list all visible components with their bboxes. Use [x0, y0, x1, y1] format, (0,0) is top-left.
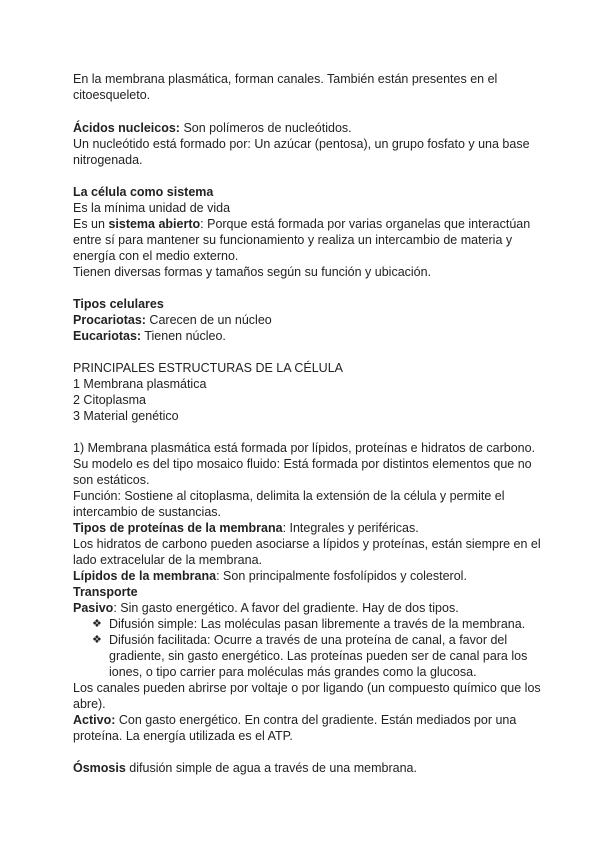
- paragraph-line: lado extracelular de la membrana.: [73, 553, 262, 567]
- diamond-bullet-icon: ❖: [92, 634, 102, 646]
- acidos-nucleicos-line: Ácidos nucleicos: Son polímeros de nucleótidos.: [73, 121, 352, 135]
- section-heading-celula: La célula como sistema: [73, 185, 214, 199]
- proteinas-line: Tipos de proteínas de la membrana: Integrales y periféricas.: [73, 521, 419, 535]
- paragraph-line: abre).: [73, 697, 106, 711]
- proteinas-term: Tipos de proteínas de la membrana: [73, 521, 283, 535]
- eucariotas-line: Eucariotas: Tienen núcleo.: [73, 329, 226, 343]
- paragraph-line: Los canales pueden abrirse por voltaje o por ligando (un compuesto químico que los: [73, 681, 541, 695]
- sistema-abierto-term: sistema abierto: [108, 217, 201, 231]
- paragraph-line: nitrogenada.: [73, 153, 143, 167]
- paragraph-line: Un nucleótido está formado por: Un azúcar (pentosa), un grupo fosfato y una base: [73, 137, 530, 151]
- lipidos-term: Lípidos de la membrana: [73, 569, 217, 583]
- procariotas-line: Procariotas: Carecen de un núcleo: [73, 313, 272, 327]
- pasivo-line: Pasivo: Sin gasto energético. A favor del gradiente. Hay de dos tipos.: [73, 601, 459, 615]
- section-heading-estructuras: PRINCIPALES ESTRUCTURAS DE LA CÉLULA: [73, 361, 343, 375]
- list-item: 3 Material genético: [73, 409, 179, 423]
- paragraph-line: Los hidratos de carbono pueden asociarse a lípidos y proteínas, están siempre en el: [73, 537, 541, 551]
- procariotas-term: Procariotas:: [73, 313, 146, 327]
- sistema-abierto-line: Es un sistema abierto: Porque está formada por varias organelas que interactúan: [73, 217, 531, 231]
- bullet-item: Difusión simple: Las moléculas pasan libremente a través de la membrana.: [109, 617, 526, 631]
- activo-line: Activo: Con gasto energético. En contra del gradiente. Están mediados por una: [73, 713, 517, 727]
- paragraph-line: Su modelo es del tipo mosaico fluido: Está formada por distintos elementos que no: [73, 457, 532, 471]
- list-item: 2 Citoplasma: [73, 393, 146, 407]
- activo-term: Activo:: [73, 713, 116, 727]
- paragraph-line: Tienen diversas formas y tamaños según su función y ubicación.: [73, 265, 432, 279]
- paragraph-line: En la membrana plasmática, forman canales. También están presentes en el: [73, 72, 498, 86]
- paragraph-line: citoesqueleto.: [73, 88, 151, 102]
- paragraph-line: 1) Membrana plasmática está formada por lípidos, proteínas e hidratos de carbono.: [73, 441, 536, 455]
- pasivo-term: Pasivo: [73, 601, 114, 615]
- acidos-nucleicos-term: Ácidos nucleicos:: [73, 121, 180, 135]
- paragraph-line: Es la mínima unidad de vida: [73, 201, 231, 215]
- bullet-item: Difusión facilitada: Ocurre a través de una proteína de canal, a favor del: [109, 633, 508, 647]
- paragraph-line: Función: Sostiene al citoplasma, delimita la extensión de la célula y permite el: [73, 489, 505, 503]
- section-heading-tipos: Tipos celulares: [73, 297, 164, 311]
- bullet-item-continuation: iones, o tipo carrier para moléculas más grandes como la glucosa.: [109, 665, 477, 679]
- lipidos-line: Lípidos de la membrana: Son principalmente fosfolípidos y colesterol.: [73, 569, 467, 583]
- osmosis-term: Ósmosis: [73, 761, 126, 775]
- osmosis-line: Ósmosis difusión simple de agua a través de una membrana.: [73, 761, 417, 775]
- diamond-bullet-icon: ❖: [92, 618, 102, 630]
- list-item: 1 Membrana plasmática: [73, 377, 207, 391]
- paragraph-line: proteína. La energía utilizada es el ATP.: [73, 729, 293, 743]
- paragraph-line: entre sí para mantener su funcionamiento y realiza un intercambio de materia y: [73, 233, 513, 247]
- paragraph-line: energía con el medio externo.: [73, 249, 239, 263]
- bullet-item-continuation: gradiente, sin gasto energético. Las proteínas pueden ser de canal para los: [109, 649, 528, 663]
- eucariotas-term: Eucariotas:: [73, 329, 142, 343]
- section-heading-transporte: Transporte: [73, 585, 138, 599]
- paragraph-line: intercambio de sustancias.: [73, 505, 221, 519]
- paragraph-line: son estáticos.: [73, 473, 150, 487]
